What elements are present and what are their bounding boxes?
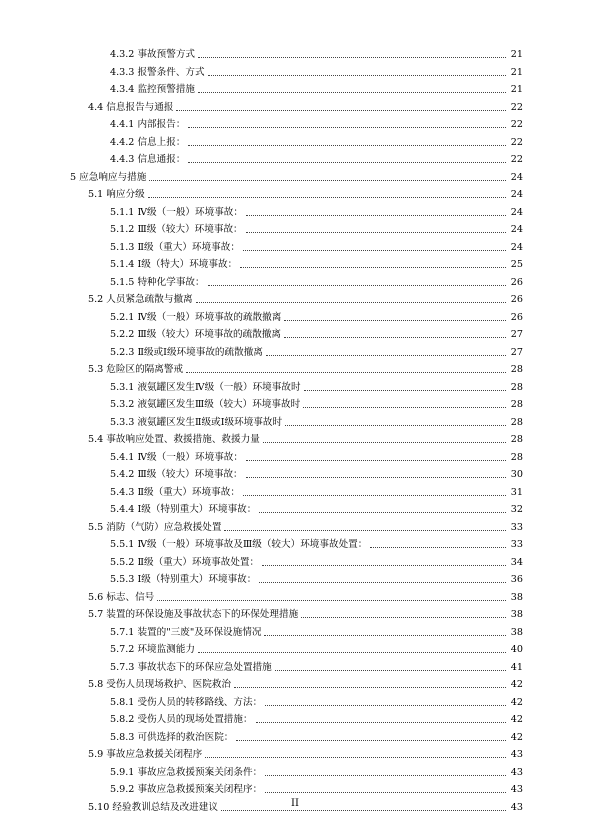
toc-entry[interactable] — [110, 63, 523, 79]
dot-leader — [370, 547, 506, 548]
toc-entry[interactable] — [110, 535, 523, 551]
toc-entry[interactable] — [88, 430, 523, 446]
toc-entry-page: 21 — [510, 66, 523, 78]
toc-entry-title: 5.4.3 Ⅱ级（重大）环境事故： — [110, 486, 240, 498]
toc-entry-title: 4.4.3 信息通报： — [110, 154, 186, 165]
toc-entry-title: 4.4.1 内部报告： — [110, 119, 186, 130]
toc-entry[interactable] — [110, 728, 523, 744]
toc-entry-page: 22 — [510, 119, 523, 130]
dot-leader — [240, 267, 506, 268]
toc-entry-title: 5 应急响应与措施 — [70, 171, 147, 183]
toc-entry-page: 30 — [510, 469, 523, 480]
toc-entry-title: 4.4 信息报告与通报 — [88, 101, 174, 113]
toc-entry-title: 5.5.2 Ⅱ级（重大）环境事故处置： — [110, 556, 260, 568]
toc-entry-title: 5.8.3 可供选择的救治医院： — [110, 731, 234, 743]
toc-entry[interactable] — [110, 623, 523, 639]
dot-leader — [256, 722, 506, 723]
dot-leader — [266, 355, 506, 356]
dot-leader — [284, 337, 506, 338]
toc-entry[interactable] — [110, 343, 523, 359]
dot-leader — [198, 92, 506, 93]
toc-entry-title: 5.7.2 环境监测能力 — [110, 644, 196, 655]
toc-entry-page: 43 — [510, 766, 523, 778]
dot-leader — [157, 600, 506, 601]
toc-entry-title: 5.8 受伤人员现场救护、医院救治 — [88, 679, 232, 690]
dot-leader — [246, 477, 506, 478]
toc-entry[interactable] — [88, 588, 523, 604]
toc-entry-page: 31 — [510, 486, 523, 498]
toc-entry-title: 4.3.4 监控预警措施 — [110, 84, 196, 95]
toc-entry-page: 42 — [510, 731, 523, 743]
toc-entry-page: 38 — [510, 591, 523, 603]
toc-entry-page: 24 — [510, 206, 523, 218]
dot-leader — [265, 705, 506, 706]
toc-entry-title: 5.8.2 受伤人员的现场处置措施： — [110, 714, 253, 725]
toc-entry-page: 28 — [510, 434, 523, 445]
toc-entry-page: 36 — [510, 574, 523, 585]
dot-leader — [243, 250, 506, 251]
toc-entry-title: 5.2.3 Ⅱ级或Ⅰ级环境事故的疏散撤离 — [110, 346, 263, 358]
dot-leader — [221, 810, 506, 811]
toc-entry-title: 5.10 经验教训总结及改进建议 — [88, 801, 218, 813]
toc-entry-page: 28 — [510, 364, 523, 375]
toc-entry-title: 5.1 响应分级 — [88, 189, 145, 200]
toc-entry[interactable] — [110, 465, 523, 481]
dot-leader — [264, 635, 506, 636]
toc-entry-page: 33 — [510, 539, 523, 550]
toc-entry-page: 42 — [510, 679, 523, 690]
toc-entry-page: 21 — [510, 49, 523, 60]
toc-entry[interactable] — [110, 640, 523, 656]
dot-leader — [265, 775, 506, 776]
toc-entry[interactable] — [110, 763, 523, 779]
toc-entry-title: 5.2.2 Ⅲ级（较大）环境事故的疏散撤离 — [110, 329, 282, 340]
toc-entry-title: 5.7.3 事故状态下的环保应急处置措施 — [110, 661, 272, 673]
dot-leader — [263, 442, 506, 443]
toc-entry[interactable] — [110, 80, 523, 96]
toc-entry-page: 22 — [510, 101, 523, 113]
toc-entry-title: 4.3.3 报警条件、方式 — [110, 66, 205, 78]
dot-leader — [259, 582, 506, 583]
toc-entry[interactable] — [110, 780, 523, 796]
dot-leader — [188, 162, 506, 163]
toc-entry-page: 21 — [510, 84, 523, 95]
toc-entry[interactable] — [110, 115, 523, 131]
toc-entry-title: 5.5 消防（气防）应急救援处置 — [88, 521, 222, 533]
dot-leader — [198, 57, 506, 58]
toc-entry-title: 5.5.1 Ⅳ级（一般）环境事故及Ⅲ级（较大）环境事故处置： — [110, 539, 368, 550]
dot-leader — [208, 75, 506, 76]
toc-entry[interactable] — [110, 45, 523, 61]
toc-entry[interactable] — [110, 220, 523, 236]
dot-leader — [236, 740, 506, 741]
toc-entry[interactable] — [110, 500, 523, 516]
toc-entry[interactable] — [88, 185, 523, 201]
toc-entry-page: 43 — [510, 801, 523, 813]
toc-entry[interactable] — [110, 658, 523, 674]
toc-entry-page: 22 — [510, 136, 523, 148]
dot-leader — [198, 652, 506, 653]
dot-leader — [303, 407, 506, 408]
toc-entry[interactable] — [110, 413, 523, 429]
dot-leader — [205, 757, 506, 758]
toc-entry-title: 5.2.1 Ⅳ级（一般）环境事故的疏散撤离 — [110, 311, 282, 323]
toc-entry[interactable] — [88, 745, 523, 761]
toc-entry-title: 5.9 事故应急救援关闭程序 — [88, 749, 203, 760]
dot-leader — [234, 687, 506, 688]
toc-entry[interactable] — [88, 98, 523, 114]
toc-entry-page: 27 — [510, 346, 523, 358]
dot-leader — [243, 495, 506, 496]
toc-entry[interactable] — [110, 150, 523, 166]
toc-entry-title: 5.3.2 液氨罐区发生Ⅲ级（较大）环境事故时 — [110, 399, 301, 410]
toc-entry-title: 5.1.5 特种化学事故： — [110, 276, 205, 288]
dot-leader — [188, 145, 506, 146]
toc-entry-title: 5.3.1 液氨罐区发生Ⅳ级（一般）环境事故时 — [110, 381, 301, 393]
toc-entry-page: 33 — [510, 521, 523, 533]
toc-entry-title: 4.3.2 事故预警方式 — [110, 49, 196, 60]
dot-leader — [285, 425, 506, 426]
toc-entry[interactable] — [88, 290, 523, 306]
toc-entry-page: 38 — [510, 609, 523, 620]
dot-leader — [196, 302, 506, 303]
toc-entry[interactable] — [110, 255, 523, 271]
toc-entry-title: 5.1.3 Ⅱ级（重大）环境事故： — [110, 241, 240, 253]
toc-entry-page: 26 — [510, 276, 523, 288]
toc-entry[interactable] — [110, 203, 523, 219]
page-number: II — [291, 798, 299, 809]
toc-entry-title: 5.4.2 Ⅲ级（较大）环境事故： — [110, 469, 243, 480]
dot-leader — [284, 320, 506, 321]
toc-entry[interactable] — [110, 308, 523, 324]
toc-entry[interactable] — [88, 605, 523, 621]
toc-entry-page: 26 — [510, 311, 523, 323]
toc-entry-page: 22 — [510, 154, 523, 165]
dot-leader — [259, 512, 506, 513]
toc-entry-title: 5.5.3 Ⅰ级（特别重大）环境事故： — [110, 574, 257, 585]
dot-leader — [186, 372, 506, 373]
toc-entry[interactable] — [110, 325, 523, 341]
toc-entry[interactable] — [88, 360, 523, 376]
toc-entry-page: 24 — [510, 224, 523, 235]
toc-entry-title: 5.4.1 Ⅳ级（一般）环境事故： — [110, 451, 243, 463]
toc-entry[interactable] — [110, 448, 523, 464]
toc-entry-title: 4.4.2 信息上报： — [110, 136, 186, 148]
dot-leader — [246, 460, 506, 461]
toc-entry-page: 27 — [510, 329, 523, 340]
toc-entry-page: 26 — [510, 294, 523, 305]
toc-entry-title: 5.7 装置的环保设施及事故状态下的环保处理措施 — [88, 609, 299, 620]
toc-entry-page: 42 — [510, 696, 523, 708]
toc-entry[interactable] — [110, 693, 523, 709]
toc-entry-title: 5.4.4 Ⅰ级（特别重大）环境事故： — [110, 504, 257, 515]
dot-leader — [265, 792, 506, 793]
toc-entry[interactable] — [110, 570, 523, 586]
toc-entry-title: 5.1.4 Ⅰ级（特大）环境事故： — [110, 259, 238, 270]
toc-entry-page: 38 — [510, 626, 523, 638]
toc-entry[interactable] — [110, 710, 523, 726]
toc-entry-page: 25 — [510, 259, 523, 270]
toc-entry-page: 40 — [510, 644, 523, 655]
dot-leader — [246, 232, 506, 233]
toc-entry[interactable] — [110, 378, 523, 394]
dot-leader — [148, 197, 506, 198]
toc-entry-title: 5.9.1 事故应急救援预案关闭条件： — [110, 766, 263, 778]
toc-entry-page: 43 — [510, 749, 523, 760]
toc-entry-title: 5.2 人员紧急疏散与撤离 — [88, 294, 193, 305]
dot-leader — [262, 565, 506, 566]
toc-entry[interactable] — [88, 518, 523, 534]
toc-entry-page: 28 — [510, 416, 523, 428]
toc-entry-title: 5.9.2 事故应急救援预案关闭程序： — [110, 784, 263, 795]
toc-entry[interactable] — [70, 168, 523, 184]
dot-leader — [224, 530, 506, 531]
toc-entry-page: 43 — [510, 784, 523, 795]
toc-entry-title: 5.7.1 装置的"三废"及环保设施情况 — [110, 626, 262, 638]
dot-leader — [246, 215, 506, 216]
toc-entry-page: 32 — [510, 504, 523, 515]
toc-entry-title: 5.1.1 Ⅳ级（一般）环境事故： — [110, 206, 243, 218]
dot-leader — [301, 617, 506, 618]
toc-entry[interactable] — [110, 483, 523, 499]
toc-entry[interactable] — [110, 553, 523, 569]
toc-entry-page: 28 — [510, 381, 523, 393]
toc-entry[interactable] — [88, 675, 523, 691]
toc-entry-title: 5.6 标志、信号 — [88, 591, 155, 603]
toc-entry-page: 28 — [510, 399, 523, 410]
toc-entry[interactable] — [110, 273, 523, 289]
dot-leader — [149, 180, 506, 181]
dot-leader — [304, 390, 506, 391]
toc-entry-title: 5.1.2 Ⅲ级（较大）环境事故： — [110, 224, 243, 235]
toc-entry-title: 5.4 事故响应处置、救援措施、救援力量 — [88, 434, 260, 445]
dot-leader — [188, 127, 506, 128]
toc-entry-page: 24 — [510, 189, 523, 200]
toc-entry[interactable] — [110, 395, 523, 411]
toc-entry-page: 24 — [510, 241, 523, 253]
toc-entry[interactable] — [110, 133, 523, 149]
toc-entry[interactable] — [110, 238, 523, 254]
toc-entry-page: 24 — [510, 171, 523, 183]
toc-entry-page: 42 — [510, 714, 523, 725]
toc-entry-page: 34 — [510, 556, 523, 568]
toc-entry-title: 5.3.3 液氨罐区发生Ⅱ级或Ⅰ级环境事故时 — [110, 416, 283, 428]
toc-entry-page: 41 — [510, 661, 523, 673]
toc-entry-title: 5.3 危险区的隔离警戒 — [88, 364, 184, 375]
dot-leader — [208, 285, 506, 286]
dot-leader — [275, 670, 506, 671]
toc-entry-title: 5.8.1 受伤人员的转移路线、方法： — [110, 696, 263, 708]
toc-entry-page: 28 — [510, 451, 523, 463]
dot-leader — [176, 110, 506, 111]
